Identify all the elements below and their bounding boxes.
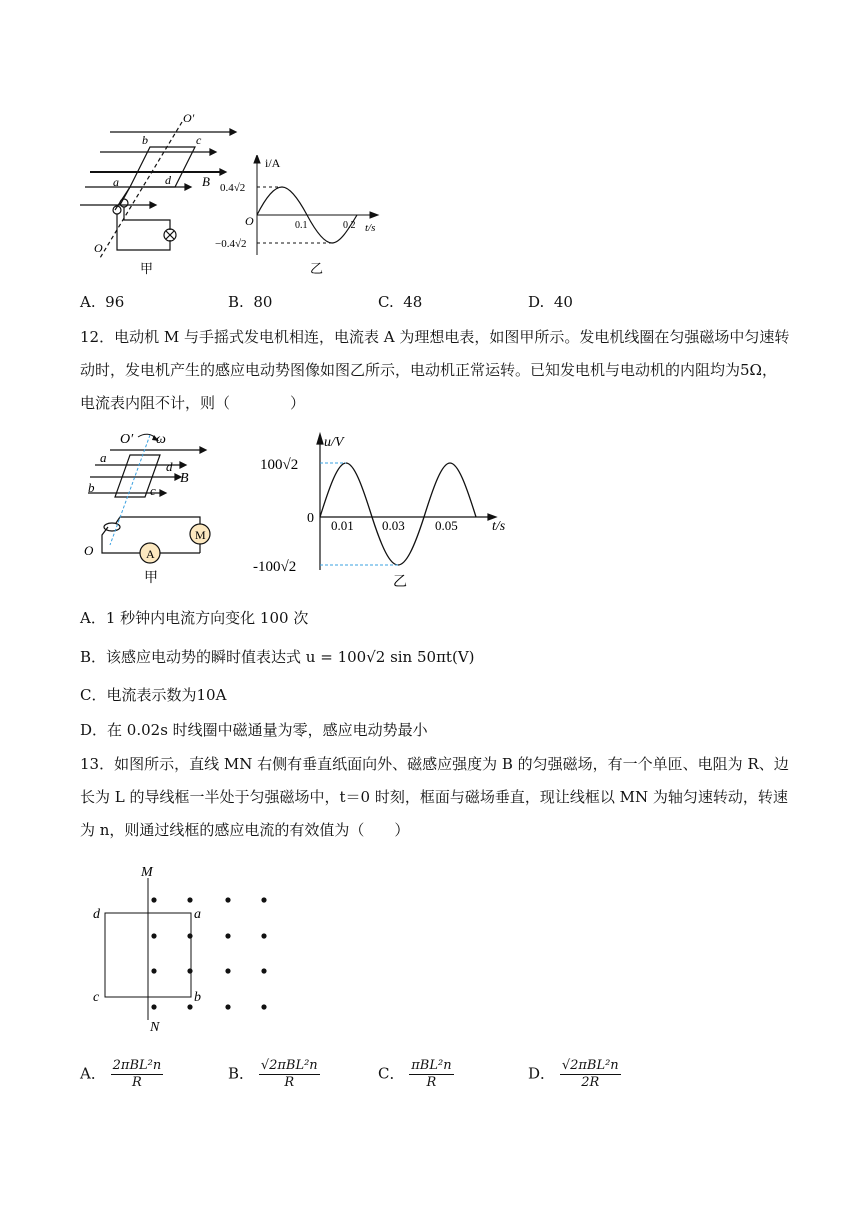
svg-text:i/A: i/A bbox=[265, 156, 281, 170]
q11-option-d: D. 40 bbox=[528, 293, 573, 311]
svg-text:0.4√2: 0.4√2 bbox=[220, 182, 246, 194]
svg-text:ω: ω bbox=[156, 432, 166, 447]
svg-text:d: d bbox=[165, 173, 171, 187]
q12-figure-yi bbox=[250, 430, 520, 590]
q12-option-d: D．在 0.02s 时线圈中磁通量为零，感应电动势最小 bbox=[80, 721, 428, 739]
q11-figure-yi bbox=[215, 155, 385, 280]
q13-stem-line1: 13．如图所示，直线 MN 右侧有垂直纸面向外、磁感应强度为 B 的匀强磁场，有一个单匝、电阻为 R、边 bbox=[80, 755, 789, 773]
q12-stem-line2: 动时，发电机产生的感应电动势图像如图乙所示，电动机正常运转。已知发电机与电动机的内阻均为5Ω， bbox=[80, 361, 777, 379]
q13-option-a: A． $\frac{\text{2πBL²n}}{R}$ bbox=[80, 1058, 162, 1090]
q13-stem-line2: 长为 L 的导线框一半处于匀强磁场中，t＝0 时刻，框面与磁场垂直，现让线框以 MN 为轴匀速转动，转速 bbox=[80, 788, 788, 806]
svg-text:N: N bbox=[150, 1020, 160, 1035]
svg-text:甲: 甲 bbox=[144, 571, 158, 586]
svg-text:d: d bbox=[93, 907, 100, 922]
svg-text:B: B bbox=[202, 174, 210, 189]
q13-stem-line3: 为 n，则通过线框的感应电流的有效值为（ ） bbox=[80, 821, 410, 839]
svg-text:乙: 乙 bbox=[393, 575, 407, 590]
svg-text:M: M bbox=[195, 528, 206, 542]
q11-option-b: B. 80 bbox=[228, 293, 273, 311]
svg-text:O: O bbox=[245, 214, 254, 228]
svg-text:A: A bbox=[146, 547, 155, 561]
label-O-prime: O′ bbox=[183, 111, 195, 125]
q11-option-c: C. 48 bbox=[378, 293, 423, 311]
svg-text:c: c bbox=[150, 483, 156, 498]
svg-text:0: 0 bbox=[307, 511, 314, 526]
svg-text:0.1: 0.1 bbox=[295, 220, 308, 231]
svg-text:0.01: 0.01 bbox=[331, 518, 354, 533]
svg-text:a: a bbox=[194, 907, 201, 922]
svg-text:d: d bbox=[166, 459, 173, 474]
svg-text:B: B bbox=[180, 471, 189, 486]
svg-text:O′: O′ bbox=[120, 432, 134, 447]
svg-text:M: M bbox=[141, 865, 153, 880]
svg-text:0.03: 0.03 bbox=[382, 518, 405, 533]
q12-option-b: B．该感应电动势的瞬时值表达式 u = 100√2 sin 50πt(V) bbox=[80, 648, 475, 666]
svg-text:乙: 乙 bbox=[310, 261, 324, 276]
q11-option-a: A. 96 bbox=[80, 293, 125, 311]
svg-text:-100√2: -100√2 bbox=[253, 559, 297, 575]
q12-stem-line3: 电流表内阻不计，则（ ） bbox=[80, 394, 306, 412]
svg-text:O: O bbox=[94, 241, 103, 255]
svg-text:u/V: u/V bbox=[324, 435, 344, 450]
q13-option-b: B． $\frac{\text{√2πBL²n}}{R}$ bbox=[228, 1058, 318, 1090]
svg-text:a: a bbox=[100, 450, 107, 465]
svg-text:t/s: t/s bbox=[492, 519, 506, 534]
svg-text:0.05: 0.05 bbox=[435, 518, 458, 533]
svg-text:甲: 甲 bbox=[140, 261, 154, 276]
svg-text:t/s: t/s bbox=[365, 222, 376, 234]
q12-stem-line1: 12．电动机 M 与手摇式发电机相连，电流表 A 为理想电表，如图甲所示。发电机线圈在匀强磁场中匀速转 bbox=[80, 328, 790, 346]
q12-option-a: A．1 秒钟内电流方向变化 100 次 bbox=[80, 609, 309, 627]
svg-text:0.2: 0.2 bbox=[343, 220, 356, 231]
q13-option-d: D． $\frac{\text{√2πBL²n}}{2R}$ bbox=[528, 1058, 619, 1090]
q12-option-c: C．电流表示数为10A bbox=[80, 686, 227, 704]
svg-text:c: c bbox=[93, 990, 100, 1005]
svg-text:100√2: 100√2 bbox=[260, 457, 299, 473]
svg-text:−0.4√2: −0.4√2 bbox=[215, 238, 247, 250]
svg-text:b: b bbox=[142, 133, 148, 147]
svg-text:b: b bbox=[88, 480, 95, 495]
svg-text:a: a bbox=[113, 175, 119, 189]
q13-figure bbox=[85, 858, 285, 1038]
q12-figure-jia bbox=[80, 425, 230, 590]
q13-option-c: C． $\frac{\text{πBL²n}}{R}$ bbox=[378, 1058, 452, 1090]
svg-text:b: b bbox=[194, 990, 201, 1005]
svg-text:O: O bbox=[84, 543, 94, 558]
svg-text:c: c bbox=[196, 133, 202, 147]
